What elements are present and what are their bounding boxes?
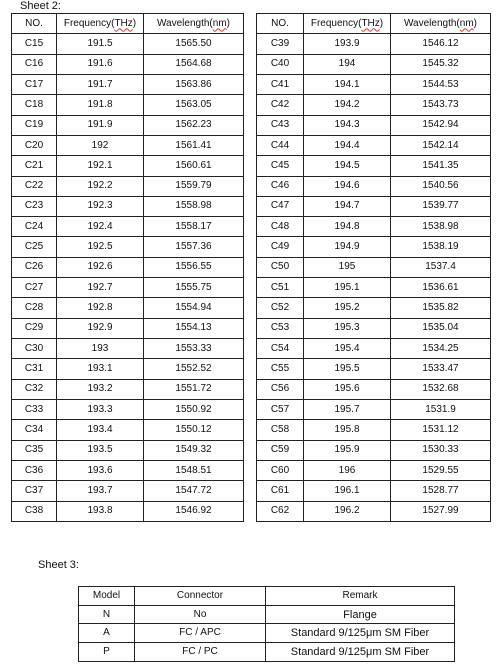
channel-cell: C34	[12, 420, 57, 440]
header-wavelength: Wavelength(nm)	[391, 14, 491, 34]
wavelength-cell: 1550.12	[144, 420, 244, 440]
channel-cell: C53	[257, 318, 304, 338]
table-row	[12, 298, 244, 318]
frequency-cell: 194.5	[304, 156, 391, 176]
channel-cell: C15	[12, 34, 57, 54]
table-row	[79, 624, 455, 643]
header-no: NO.	[257, 14, 304, 34]
table-row	[257, 460, 491, 480]
wavelength-cell: 1527.99	[391, 501, 491, 521]
table-row	[12, 74, 244, 94]
channel-cell: C42	[257, 95, 304, 115]
connector-cell: No	[135, 605, 266, 624]
wavelength-cell: 1547.72	[144, 481, 244, 501]
channel-cell: C47	[257, 196, 304, 216]
frequency-cell: 192	[57, 135, 144, 155]
wavelength-cell: 1543.73	[391, 95, 491, 115]
remark-cell: Flange	[266, 605, 455, 624]
channel-cell: C43	[257, 115, 304, 135]
table-row	[12, 156, 244, 176]
wavelength-cell: 1556.55	[144, 257, 244, 277]
table-row	[257, 339, 491, 359]
wavelength-cell: 1546.12	[391, 34, 491, 54]
table-row	[257, 135, 491, 155]
model-cell: P	[79, 643, 135, 662]
channel-cell: C26	[12, 257, 57, 277]
table-row	[12, 135, 244, 155]
wavelength-table-left	[11, 13, 244, 522]
frequency-cell: 195.6	[304, 379, 391, 399]
channel-cell: C40	[257, 54, 304, 74]
channel-cell: C62	[257, 501, 304, 521]
channel-cell: C54	[257, 339, 304, 359]
table-row	[12, 237, 244, 257]
channel-cell: C41	[257, 74, 304, 94]
channel-cell: C17	[12, 74, 57, 94]
frequency-cell: 195.7	[304, 399, 391, 419]
table-row	[12, 399, 244, 419]
table-row	[12, 54, 244, 74]
table-row	[12, 34, 244, 54]
table-row	[257, 196, 491, 216]
channel-cell: C23	[12, 196, 57, 216]
channel-cell: C32	[12, 379, 57, 399]
channel-cell: C30	[12, 339, 57, 359]
frequency-cell: 192.8	[57, 298, 144, 318]
frequency-cell: 195.8	[304, 420, 391, 440]
wavelength-cell: 1540.56	[391, 176, 491, 196]
table-row	[79, 605, 455, 624]
frequency-cell: 193	[57, 339, 144, 359]
table-header-row	[79, 587, 455, 606]
table-row	[257, 420, 491, 440]
table-row	[257, 481, 491, 501]
thz-unit: THz	[361, 17, 380, 29]
channel-cell: C33	[12, 399, 57, 419]
frequency-cell: 195.1	[304, 278, 391, 298]
frequency-cell: 192.2	[57, 176, 144, 196]
wavelength-cell: 1552.52	[144, 359, 244, 379]
channel-cell: C61	[257, 481, 304, 501]
table-row	[12, 501, 244, 521]
channel-cell: C48	[257, 217, 304, 237]
channel-cell: C55	[257, 359, 304, 379]
table-row	[257, 54, 491, 74]
wavelength-cell: 1535.04	[391, 318, 491, 338]
channel-cell: C19	[12, 115, 57, 135]
model-cell: N	[79, 605, 135, 624]
channel-cell: C22	[12, 176, 57, 196]
table-row	[12, 460, 244, 480]
wavelength-cell: 1528.77	[391, 481, 491, 501]
frequency-cell: 193.8	[57, 501, 144, 521]
channel-cell: C21	[12, 156, 57, 176]
wavelength-cell: 1551.72	[144, 379, 244, 399]
frequency-cell: 194.6	[304, 176, 391, 196]
frequency-cell: 191.6	[57, 54, 144, 74]
nm-unit: nm	[212, 17, 227, 29]
wavelength-cell: 1554.13	[144, 318, 244, 338]
wavelength-cell: 1544.53	[391, 74, 491, 94]
table-row	[257, 359, 491, 379]
wavelength-cell: 1534.25	[391, 339, 491, 359]
wavelength-cell: 1561.41	[144, 135, 244, 155]
wavelength-cell: 1542.14	[391, 135, 491, 155]
channel-cell: C27	[12, 278, 57, 298]
frequency-cell: 191.5	[57, 34, 144, 54]
frequency-cell: 195.5	[304, 359, 391, 379]
sheet2-title: Sheet 2:	[20, 0, 61, 12]
table-row	[257, 95, 491, 115]
nm-unit: nm	[459, 17, 474, 29]
thz-unit: THz	[114, 17, 133, 29]
channel-cell: C52	[257, 298, 304, 318]
table-row	[12, 217, 244, 237]
wavelength-cell: 1563.05	[144, 95, 244, 115]
channel-cell: C38	[12, 501, 57, 521]
channel-cell: C58	[257, 420, 304, 440]
header-no: NO.	[12, 14, 57, 34]
channel-cell: C39	[257, 34, 304, 54]
frequency-cell: 194.8	[304, 217, 391, 237]
frequency-cell: 192.7	[57, 278, 144, 298]
sheet3-title: Sheet 3:	[38, 559, 79, 571]
wavelength-cell: 1554.94	[144, 298, 244, 318]
table-row	[257, 501, 491, 521]
frequency-cell: 192.1	[57, 156, 144, 176]
channel-cell: C20	[12, 135, 57, 155]
frequency-cell: 194.2	[304, 95, 391, 115]
table-row	[257, 440, 491, 460]
wavelength-cell: 1559.79	[144, 176, 244, 196]
table-row	[12, 115, 244, 135]
channel-cell: C60	[257, 460, 304, 480]
wavelength-cell: 1548.51	[144, 460, 244, 480]
frequency-cell: 193.5	[57, 440, 144, 460]
wavelength-cell: 1562.23	[144, 115, 244, 135]
frequency-cell: 193.2	[57, 379, 144, 399]
table-row	[257, 217, 491, 237]
table-row	[257, 115, 491, 135]
channel-cell: C31	[12, 359, 57, 379]
connector-cell: FC / PC	[135, 643, 266, 662]
wavelength-cell: 1563.86	[144, 74, 244, 94]
connector-cell: FC / APC	[135, 624, 266, 643]
wavelength-cell: 1533.47	[391, 359, 491, 379]
wavelength-cell: 1553.33	[144, 339, 244, 359]
frequency-cell: 191.7	[57, 74, 144, 94]
wavelength-cell: 1532.68	[391, 379, 491, 399]
channel-cell: C46	[257, 176, 304, 196]
table-row	[12, 257, 244, 277]
wavelength-cell: 1531.12	[391, 420, 491, 440]
table-row	[12, 176, 244, 196]
frequency-cell: 193.4	[57, 420, 144, 440]
frequency-cell: 193.9	[304, 34, 391, 54]
table-header-row	[257, 14, 491, 34]
table-row	[257, 34, 491, 54]
channel-cell: C18	[12, 95, 57, 115]
channel-cell: C51	[257, 278, 304, 298]
wavelength-cell: 1538.19	[391, 237, 491, 257]
frequency-cell: 196.2	[304, 501, 391, 521]
remark-cell: Standard 9/125μm SM Fiber	[266, 643, 455, 662]
table-row	[257, 379, 491, 399]
frequency-cell: 196	[304, 460, 391, 480]
wavelength-cell: 1529.55	[391, 460, 491, 480]
channel-cell: C57	[257, 399, 304, 419]
wavelength-cell: 1530.33	[391, 440, 491, 460]
table-row	[257, 237, 491, 257]
frequency-cell: 193.1	[57, 359, 144, 379]
table-row	[12, 359, 244, 379]
channel-cell: C45	[257, 156, 304, 176]
frequency-cell: 194.7	[304, 196, 391, 216]
wavelength-cell: 1531.9	[391, 399, 491, 419]
wavelength-cell: 1536.61	[391, 278, 491, 298]
frequency-cell: 194.3	[304, 115, 391, 135]
frequency-cell: 191.8	[57, 95, 144, 115]
header-remark: Remark	[266, 587, 455, 606]
connector-table	[78, 586, 455, 662]
table-row	[12, 339, 244, 359]
wavelength-cell: 1558.17	[144, 217, 244, 237]
header-model: Model	[79, 587, 135, 606]
channel-cell: C29	[12, 318, 57, 338]
frequency-cell: 194.9	[304, 237, 391, 257]
channel-cell: C28	[12, 298, 57, 318]
table-row	[12, 379, 244, 399]
remark-cell: Standard 9/125μm SM Fiber	[266, 624, 455, 643]
wavelength-cell: 1557.36	[144, 237, 244, 257]
wavelength-cell: 1541.35	[391, 156, 491, 176]
table-header-row	[12, 14, 244, 34]
channel-cell: C36	[12, 460, 57, 480]
wavelength-cell: 1537.4	[391, 257, 491, 277]
wavelength-table-right	[256, 13, 491, 522]
wavelength-cell: 1539.77	[391, 196, 491, 216]
wavelength-cell: 1550.92	[144, 399, 244, 419]
header-frequency: Frequency(THz)	[57, 14, 144, 34]
frequency-cell: 192.9	[57, 318, 144, 338]
wavelength-cell: 1545.32	[391, 54, 491, 74]
table-row	[79, 643, 455, 662]
frequency-cell: 194.1	[304, 74, 391, 94]
table-row	[257, 257, 491, 277]
table-row	[257, 298, 491, 318]
channel-cell: C37	[12, 481, 57, 501]
header-frequency: Frequency(THz)	[304, 14, 391, 34]
channel-cell: C16	[12, 54, 57, 74]
frequency-cell: 195.3	[304, 318, 391, 338]
wavelength-cell: 1546.92	[144, 501, 244, 521]
frequency-cell: 193.3	[57, 399, 144, 419]
wavelength-cell: 1564.68	[144, 54, 244, 74]
channel-cell: C56	[257, 379, 304, 399]
wavelength-cell: 1535.82	[391, 298, 491, 318]
table-row	[257, 318, 491, 338]
frequency-cell: 192.3	[57, 196, 144, 216]
frequency-cell: 193.7	[57, 481, 144, 501]
wavelength-cell: 1555.75	[144, 278, 244, 298]
channel-cell: C49	[257, 237, 304, 257]
wavelength-cell: 1560.61	[144, 156, 244, 176]
channel-cell: C35	[12, 440, 57, 460]
table-row	[12, 95, 244, 115]
table-row	[12, 440, 244, 460]
wavelength-cell: 1542.94	[391, 115, 491, 135]
table-row	[257, 278, 491, 298]
wavelength-cell: 1549.32	[144, 440, 244, 460]
table-row	[12, 318, 244, 338]
channel-cell: C24	[12, 217, 57, 237]
frequency-cell: 192.6	[57, 257, 144, 277]
table-row	[257, 399, 491, 419]
header-wavelength: Wavelength(nm)	[144, 14, 244, 34]
table-row	[257, 156, 491, 176]
header-connector: Connector	[135, 587, 266, 606]
table-row	[257, 176, 491, 196]
wavelength-cell: 1538.98	[391, 217, 491, 237]
frequency-cell: 193.6	[57, 460, 144, 480]
table-row	[12, 196, 244, 216]
frequency-cell: 192.4	[57, 217, 144, 237]
wavelength-cell: 1558.98	[144, 196, 244, 216]
channel-cell: C25	[12, 237, 57, 257]
frequency-cell: 194	[304, 54, 391, 74]
table-row	[257, 74, 491, 94]
frequency-cell: 191.9	[57, 115, 144, 135]
channel-cell: C59	[257, 440, 304, 460]
channel-cell: C44	[257, 135, 304, 155]
table-row	[12, 420, 244, 440]
frequency-cell: 195.9	[304, 440, 391, 460]
frequency-cell: 196.1	[304, 481, 391, 501]
frequency-cell: 195.4	[304, 339, 391, 359]
table-row	[12, 481, 244, 501]
frequency-cell: 195	[304, 257, 391, 277]
frequency-cell: 192.5	[57, 237, 144, 257]
frequency-cell: 194.4	[304, 135, 391, 155]
channel-cell: C50	[257, 257, 304, 277]
model-cell: A	[79, 624, 135, 643]
wavelength-cell: 1565.50	[144, 34, 244, 54]
frequency-cell: 195.2	[304, 298, 391, 318]
table-row	[12, 278, 244, 298]
